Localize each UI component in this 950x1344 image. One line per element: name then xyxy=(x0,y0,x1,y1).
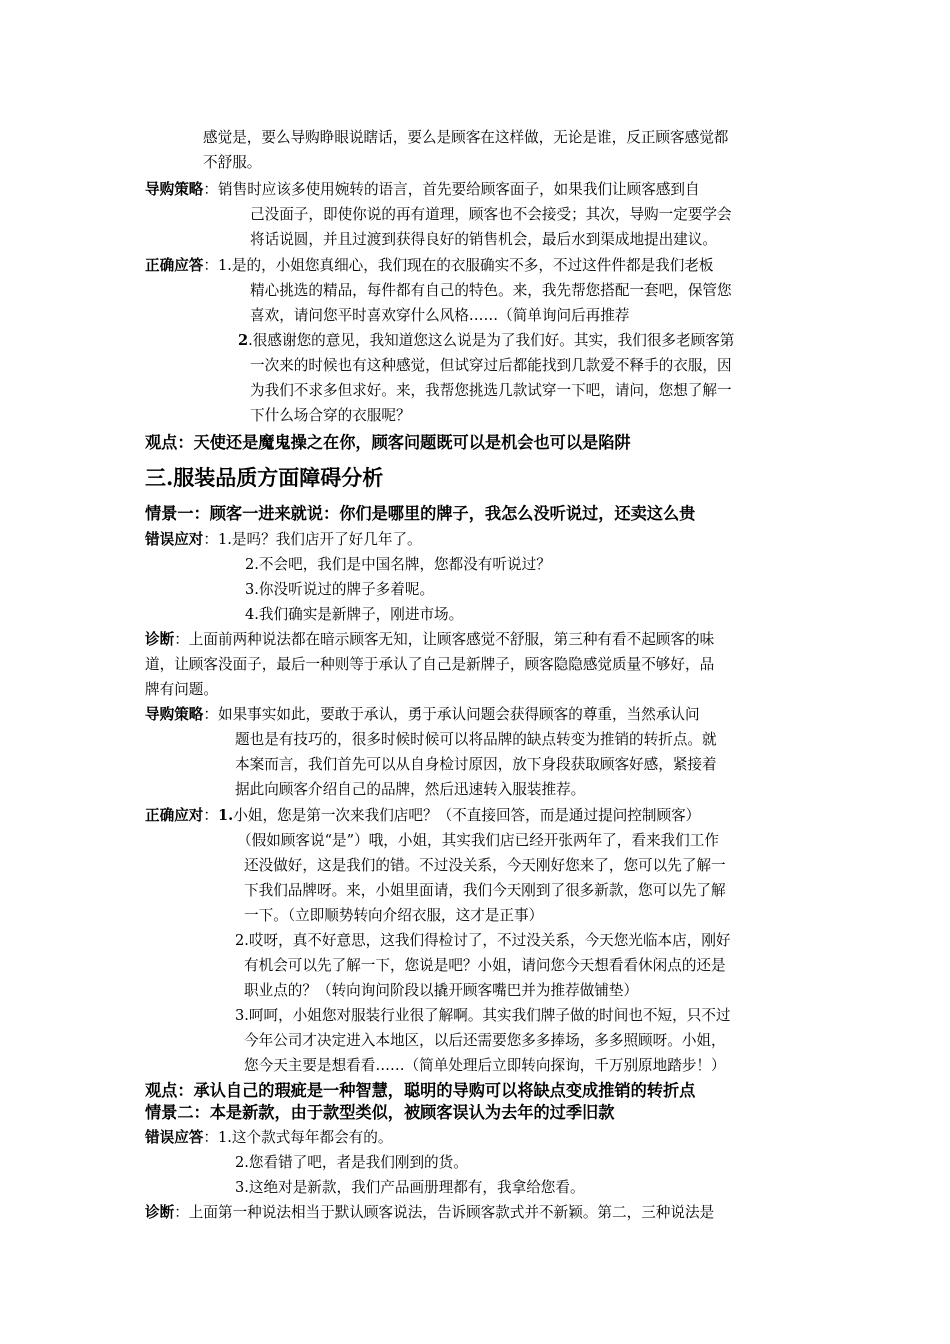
strategy-line: 据此向顾客介绍自己的品牌，然后迅速转入服装推荐。 xyxy=(235,781,586,798)
answer-line: 下什么场合穿的衣服呢？ xyxy=(250,407,411,424)
strategy-text: ：如果事实如此，要敢于承认，勇于承认问题会获得顾客的尊重，当然承认问 xyxy=(203,706,700,723)
section-title: 三.服装品质方面障碍分析 xyxy=(145,465,384,490)
answer-line: 为我们不求多但求好。来，我帮您挑选几款试穿一下吧，请问，您想了解一 xyxy=(250,382,732,399)
wrong-item: 4.我们确实是新牌子，刚进市场。 xyxy=(245,606,464,623)
wrong-item: ：1.这个款式每年都会有的。 xyxy=(203,1129,393,1146)
answer-line: 有机会可以先了解一下，您说是吧？小姐，请问您今天想看看休闲点的还是 xyxy=(244,957,726,974)
wrong-item: 3.你没听说过的牌子多着呢。 xyxy=(245,581,435,598)
paragraph-line: 不舒服。 xyxy=(203,154,262,171)
answer-item: 3.呵呵，小姐您对服装行业很了解啊。其实我们牌子做的时间也不短，只不过 xyxy=(235,1007,731,1024)
strategy-line: 将话说圆，并且过渡到获得良好的销售机会，最后水到渠成地提出建议。 xyxy=(250,231,718,248)
strategy-colon: ： xyxy=(203,181,218,198)
diagnosis-line: 道，让顾客没面子，最后一种则等于承认了自己是新牌子，顾客隐隐感觉质量不够好，品 xyxy=(145,656,715,673)
answer-line: 职业点的？（转向询问阶段以撬开顾客嘴巴并为推荐做铺垫） xyxy=(244,982,639,999)
answer-line: 下我们品牌呀。来，小姐里面请，我们今天刚到了很多新款，您可以先了解 xyxy=(244,882,726,899)
answer-colon: ： xyxy=(203,807,218,824)
strategy-line: 题也是有技巧的，很多时候时候可以将品牌的缺点转变为推销的转折点。就 xyxy=(235,731,717,748)
answer-line: 精心挑选的精品，每件都有自己的特色。来，我先帮您搭配一套吧，保管您 xyxy=(250,282,732,299)
viewpoint-heading: 观点：天使还是魔鬼操之在你，顾客问题既可以是机会也可以是陷阱 xyxy=(145,433,631,452)
answer-number: 2 xyxy=(238,332,249,349)
answer-label: 正确应答 xyxy=(145,257,204,274)
answer-item: 2.哎呀，真不好意思，这我们得检讨了，不过没关系，今天您光临本店，刚好 xyxy=(235,932,731,949)
strategy-text: 销售时应该多使用婉转的语言，首先要给顾客面子，如果我们让顾客感到自 xyxy=(218,181,700,198)
wrong-label: 错误应对 xyxy=(145,531,204,548)
strategy-label: 导购策略 xyxy=(145,181,204,198)
wrong-label: 错误应答 xyxy=(145,1129,204,1146)
answer-text: .很感谢您的意见，我知道您这么说是为了我们好。其实，我们很多老顾客第 xyxy=(248,332,735,349)
answer-text: 小姐，您是第一次来我们店吧？（不直接回答，而是通过提问控制顾客） xyxy=(233,807,701,824)
strategy-line: 本案而言，我们首先可以从自身检讨原因，放下身段获取顾客好感，紧接着 xyxy=(235,756,717,773)
strategy-line: 己没面子，即使你说的再有道理，顾客也不会接受；其次，导购一定要学会 xyxy=(250,206,732,223)
diagnosis-text: ：上面第一种说法相当于默认顾客说法，告诉顾客款式并不新颖。第二，三种说法是 xyxy=(174,1204,715,1221)
answer-line: 今年公司才决定进入本地区，以后还需要您多多捧场，多多照顾呀。小姐， xyxy=(244,1032,726,1049)
strategy-label: 导购策略 xyxy=(145,706,204,723)
wrong-paragraph xyxy=(145,1128,392,1148)
answer-line: 喜欢，请问您平时喜欢穿什么风格……（简单询问后再推荐 xyxy=(250,307,630,324)
diagnosis-paragraph xyxy=(145,1203,714,1223)
answer-line: 一次来的时候也有这种感觉，但试穿过后都能找到几款爱不释手的衣服，因 xyxy=(250,357,732,374)
scene-heading: 情景一：顾客一进来就说：你们是哪里的牌子，我怎么没听说过，还卖这么贵 xyxy=(145,504,696,523)
answer-line: 您今天主要是想看看……（简单处理后立即转向探询，千万别原地踏步！） xyxy=(244,1057,726,1074)
answer-text: 1.是的，小姐您真细心，我们现在的衣服确实不多，不过这件件都是我们老板 xyxy=(218,257,714,274)
strategy-paragraph xyxy=(145,180,700,200)
answer-label: 正确应对 xyxy=(145,807,204,824)
viewpoint-heading: 观点：承认自己的瑕疵是一种智慧，聪明的导购可以将缺点变成推销的转折点 xyxy=(145,1081,696,1100)
wrong-item: 2.不会吧，我们是中国名牌，您都没有听说过？ xyxy=(245,556,551,573)
answer-number: 1. xyxy=(218,807,234,824)
wrong-paragraph xyxy=(145,530,422,550)
wrong-item: 3.这绝对是新款，我们产品画册理都有，我拿给您看。 xyxy=(235,1179,585,1196)
answer-item xyxy=(238,331,734,351)
diagnosis-paragraph xyxy=(145,630,714,650)
scene-heading: 情景二：本是新款，由于款型类似，被顾客误认为去年的过季旧款 xyxy=(145,1103,615,1122)
answer-line: 还没做好，这是我们的错。不过没关系，今天刚好您来了，您可以先了解一 xyxy=(244,857,726,874)
answer-colon: ： xyxy=(203,257,218,274)
diagnosis-label: 诊断 xyxy=(145,631,175,648)
diagnosis-label: 诊断 xyxy=(145,1204,175,1221)
answer-paragraph xyxy=(145,806,700,826)
answer-line: （假如顾客说“是”）哦，小姐，其实我们店已经开张两年了，看来我们工作 xyxy=(237,832,719,849)
paragraph-line: 感觉是，要么导购睁眼说瞎话，要么是顾客在这样做，无论是谁，反正顾客感觉都 xyxy=(203,129,729,146)
diagnosis-text: ：上面前两种说法都在暗示顾客无知，让顾客感觉不舒服，第三种有看不起顾客的味 xyxy=(174,631,715,648)
diagnosis-line: 牌有问题。 xyxy=(145,681,218,698)
wrong-item: 2.您看错了吧，者是我们刚到的货。 xyxy=(235,1154,468,1171)
wrong-item: ：1.是吗？我们店开了好几年了。 xyxy=(203,531,422,548)
answer-line: 一下。（立即顺势转向介绍衣服，这才是正事） xyxy=(244,907,544,924)
answer-paragraph xyxy=(145,256,714,276)
strategy-paragraph xyxy=(145,705,700,725)
